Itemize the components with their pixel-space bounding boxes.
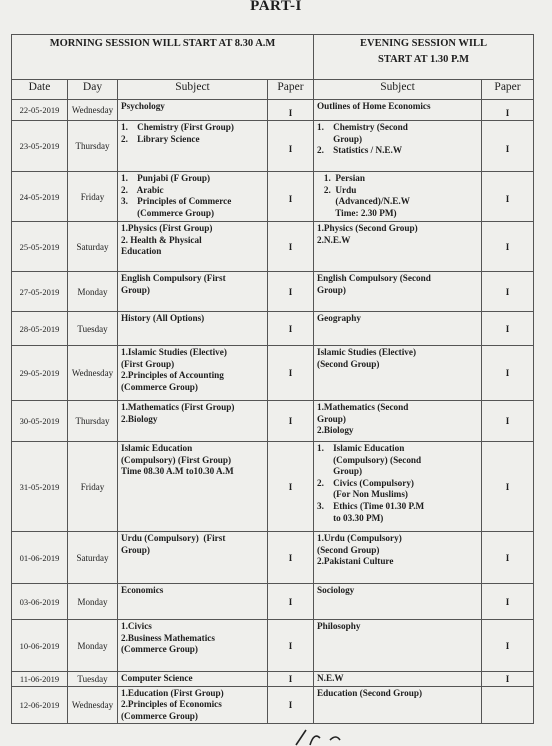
subject-line: 1.Urdu (Compulsory)	[317, 533, 402, 543]
column-header-morning-subject: Subject	[118, 80, 268, 100]
evening-paper-cell: I	[482, 121, 534, 172]
morning-subject-cell	[118, 401, 268, 442]
evening-paper-cell: I	[482, 584, 534, 620]
day-cell: Tuesday	[68, 312, 118, 346]
subject-line: (Advanced)/N.E.W	[317, 196, 410, 207]
evening-paper-cell: I	[482, 442, 534, 532]
evening-session-header	[314, 35, 534, 80]
subject-line: English Compulsory (First	[121, 273, 226, 283]
morning-subject-cell	[118, 100, 268, 121]
subject-line: 1.Islamic Studies (Elective)	[121, 347, 227, 357]
subject-line: 2. Arabic	[121, 184, 164, 195]
subject-line: Islamic Education	[121, 443, 193, 453]
evening-subject-cell	[314, 620, 482, 672]
subject-line: History (All Options)	[121, 313, 205, 323]
evening-subject-cell	[314, 401, 482, 442]
table-row	[12, 100, 534, 121]
evening-subject-cell	[314, 121, 482, 172]
subject-line: (Commerce Group)	[121, 381, 198, 392]
subject-line: 1. Islamic Education	[317, 443, 405, 453]
day-cell: Friday	[68, 172, 118, 222]
morning-paper-cell: I	[268, 584, 314, 620]
subject-line: N.E.W	[317, 673, 344, 683]
subject-line: (For Non Muslims)	[317, 489, 408, 500]
morning-paper-cell: I	[268, 532, 314, 584]
subject-line: Computer Science	[121, 673, 193, 683]
evening-subject-cell	[314, 686, 482, 724]
table-row	[12, 620, 534, 672]
table-row	[12, 346, 534, 401]
subject-line: 2. Civics (Compulsory)	[317, 477, 414, 488]
evening-subject-cell	[314, 272, 482, 312]
evening-paper-cell: I	[482, 272, 534, 312]
evening-subject-cell	[314, 584, 482, 620]
day-cell: Saturday	[68, 222, 118, 272]
day-cell: Monday	[68, 584, 118, 620]
subject-line: 2.Principles of Economics	[121, 699, 222, 710]
subject-line: (Commerce Group)	[121, 644, 198, 655]
evening-paper-cell: I	[482, 672, 534, 687]
subject-line: Islamic Studies (Elective)	[317, 347, 417, 357]
subject-line: (Second Group)	[317, 358, 380, 369]
subject-line: Group)	[317, 133, 363, 144]
subject-line: 2.Pakistani Culture	[317, 556, 394, 567]
evening-paper-cell: I	[482, 532, 534, 584]
evening-paper-cell: I	[482, 222, 534, 272]
page-title: PART-I	[250, 0, 302, 14]
subject-line: 2.Principles of Accounting	[121, 370, 224, 381]
subject-line: Group)	[317, 413, 346, 424]
subject-line: (First Group)	[121, 358, 175, 369]
morning-paper-cell: I	[268, 620, 314, 672]
date-cell: 23-05-2019	[12, 121, 68, 172]
subject-line: to 03.30 PM)	[317, 512, 384, 523]
subject-line: 1.Mathematics (First Group)	[121, 402, 235, 412]
date-cell: 27-05-2019	[12, 272, 68, 312]
morning-paper-cell: I	[268, 686, 314, 724]
subject-line: 2. Urdu	[317, 184, 357, 195]
subject-line: 1. Persian	[317, 173, 365, 183]
evening-session-header-line1: EVENING SESSION WILL	[360, 38, 488, 49]
subject-line: 2.N.E.W	[317, 234, 351, 245]
morning-paper-cell: I	[268, 172, 314, 222]
morning-subject-cell	[118, 672, 268, 687]
morning-paper-cell: I	[268, 121, 314, 172]
date-cell: 25-05-2019	[12, 222, 68, 272]
session-header-row	[12, 35, 534, 80]
day-cell: Monday	[68, 272, 118, 312]
subject-line: (Second Group)	[317, 544, 380, 555]
subject-line: 1. Chemistry (First Group)	[121, 122, 234, 132]
day-cell: Thursday	[68, 401, 118, 442]
subject-line: 2.Business Mathematics	[121, 632, 215, 643]
date-cell: 03-06-2019	[12, 584, 68, 620]
subject-line: 1.Civics	[121, 621, 152, 631]
subject-line: 2.Biology	[317, 425, 354, 436]
evening-paper-cell: I	[482, 312, 534, 346]
evening-paper-cell	[482, 686, 534, 724]
handwritten-mark	[290, 724, 350, 746]
subject-line: Philosophy	[317, 621, 361, 631]
morning-subject-cell	[118, 222, 268, 272]
date-cell: 31-05-2019	[12, 442, 68, 532]
day-cell: Tuesday	[68, 672, 118, 687]
table-row	[12, 121, 534, 172]
subject-line: Group)	[121, 544, 150, 555]
table-row	[12, 172, 534, 222]
table-row	[12, 532, 534, 584]
date-cell: 28-05-2019	[12, 312, 68, 346]
morning-subject-cell	[118, 620, 268, 672]
subject-line: 1. Chemistry (Second	[317, 122, 408, 132]
morning-paper-cell: I	[268, 222, 314, 272]
morning-session-header: MORNING SESSION WILL START AT 8.30 A.M	[12, 35, 314, 80]
subject-line: Education (Second Group)	[317, 687, 423, 698]
subject-line: 1.Education (First Group)	[121, 687, 224, 698]
subject-line: (Compulsory) (First Group)	[121, 454, 232, 465]
day-cell: Wednesday	[68, 346, 118, 401]
subject-line: 3. Ethics (Time 01.30 P.M	[317, 500, 425, 511]
table-row	[12, 672, 534, 687]
morning-subject-cell	[118, 346, 268, 401]
morning-subject-cell	[118, 584, 268, 620]
evening-paper-cell: I	[482, 100, 534, 121]
morning-paper-cell: I	[268, 401, 314, 442]
evening-subject-cell	[314, 222, 482, 272]
column-header-evening-paper: Paper	[482, 80, 534, 100]
subject-line: (Compulsory) (Second	[317, 454, 422, 465]
subject-line: Geography	[317, 313, 361, 323]
date-cell: 11-06-2019	[12, 672, 68, 687]
date-cell: 30-05-2019	[12, 401, 68, 442]
morning-paper-cell: I	[268, 100, 314, 121]
morning-subject-cell	[118, 686, 268, 724]
subject-line: 2. Statistics / N.E.W	[317, 145, 402, 156]
column-header-day: Day	[68, 80, 118, 100]
subject-line: Urdu (Compulsory) (First	[121, 533, 226, 543]
subject-line: Outlines of Home Economics	[317, 101, 431, 111]
date-cell: 22-05-2019	[12, 100, 68, 121]
evening-paper-cell: I	[482, 172, 534, 222]
evening-subject-cell	[314, 346, 482, 401]
morning-subject-cell	[118, 442, 268, 532]
morning-subject-cell	[118, 532, 268, 584]
subject-line: 2.Biology	[121, 413, 158, 424]
subject-line: 1.Mathematics (Second	[317, 402, 409, 412]
day-cell: Wednesday	[68, 686, 118, 724]
morning-subject-cell	[118, 272, 268, 312]
morning-paper-cell: I	[268, 672, 314, 687]
day-cell: Thursday	[68, 121, 118, 172]
table-row	[12, 584, 534, 620]
evening-session-header-line2: START AT 1.30 P.M	[378, 54, 469, 65]
subject-line: (Commerce Group)	[121, 207, 215, 218]
subject-line: 1.Physics (First Group)	[121, 223, 213, 233]
morning-subject-cell	[118, 312, 268, 346]
evening-subject-cell	[314, 442, 482, 532]
column-header-row	[12, 80, 534, 100]
morning-subject-cell	[118, 172, 268, 222]
evening-subject-cell	[314, 532, 482, 584]
table-row	[12, 272, 534, 312]
subject-line: 1.Physics (Second Group)	[317, 223, 418, 233]
table-row	[12, 312, 534, 346]
day-cell: Monday	[68, 620, 118, 672]
day-cell: Saturday	[68, 532, 118, 584]
column-header-evening-subject: Subject	[314, 80, 482, 100]
evening-paper-cell: I	[482, 346, 534, 401]
subject-line: Sociology	[317, 585, 355, 595]
exam-schedule-table	[11, 34, 534, 724]
subject-line: (Commerce Group)	[121, 710, 198, 721]
morning-paper-cell: I	[268, 346, 314, 401]
subject-line: 2. Health & Physical	[121, 234, 202, 245]
subject-line: Education	[121, 246, 162, 257]
evening-paper-cell: I	[482, 620, 534, 672]
subject-line: 2. Library Science	[121, 133, 200, 144]
date-cell: 10-06-2019	[12, 620, 68, 672]
date-cell: 12-06-2019	[12, 686, 68, 724]
date-cell: 01-06-2019	[12, 532, 68, 584]
subject-line: Psychology	[121, 101, 165, 111]
subject-line: Group)	[121, 284, 150, 295]
evening-paper-cell: I	[482, 401, 534, 442]
subject-line: Group)	[317, 466, 363, 477]
subject-line: Economics	[121, 585, 164, 595]
subject-line: Time 08.30 A.M to10.30 A.M	[121, 466, 234, 477]
column-header-morning-paper: Paper	[268, 80, 314, 100]
date-cell: 29-05-2019	[12, 346, 68, 401]
evening-subject-cell	[314, 172, 482, 222]
evening-subject-cell	[314, 312, 482, 346]
table-row	[12, 442, 534, 532]
subject-line: 3. Principles of Commerce	[121, 196, 232, 207]
subject-line: English Compulsory (Second	[317, 273, 431, 283]
subject-line: 1. Punjabi (F Group)	[121, 173, 211, 183]
day-cell: Wednesday	[68, 100, 118, 121]
morning-subject-cell	[118, 121, 268, 172]
date-cell: 24-05-2019	[12, 172, 68, 222]
table-row	[12, 401, 534, 442]
evening-subject-cell	[314, 672, 482, 687]
subject-line: Time: 2.30 PM)	[317, 207, 397, 218]
table-row	[12, 222, 534, 272]
morning-paper-cell: I	[268, 272, 314, 312]
morning-paper-cell: I	[268, 312, 314, 346]
table-row	[12, 686, 534, 724]
evening-subject-cell	[314, 100, 482, 121]
morning-paper-cell: I	[268, 442, 314, 532]
day-cell: Friday	[68, 442, 118, 532]
subject-line: Group)	[317, 284, 346, 295]
column-header-date: Date	[12, 80, 68, 100]
